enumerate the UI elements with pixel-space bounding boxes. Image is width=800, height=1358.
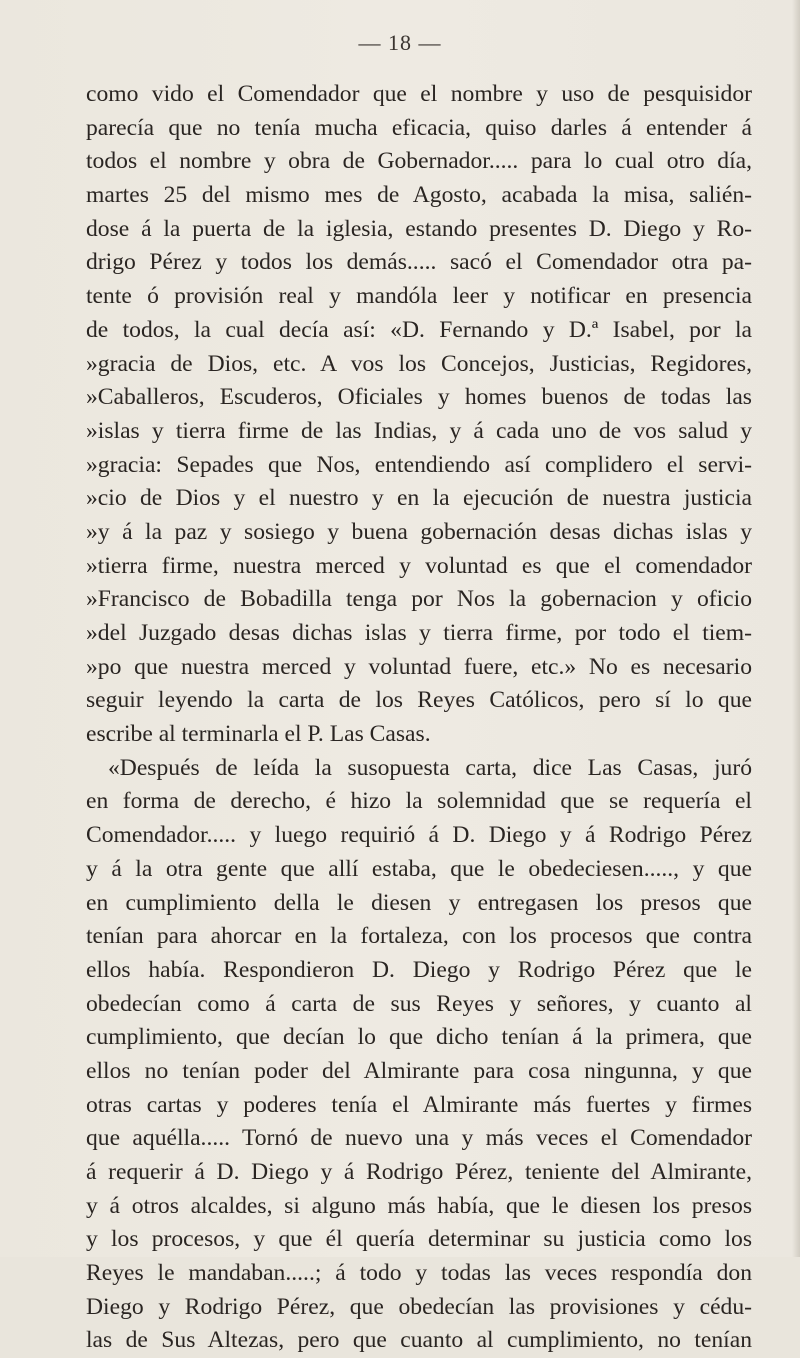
paragraph-start-line: «Después de leída la susopuesta carta, dice Las Casas, juró — [108, 754, 752, 781]
text-line: seguir leyendo la carta de los Reyes Católicos, pero sí lo que — [86, 687, 752, 714]
text-line: á requerir á D. Diego y á Rodrigo Pérez, teniente del Almirante, — [86, 1159, 752, 1185]
text-line: y á la otra gente que allí estaba, que le obedeciesen....., y que — [86, 855, 752, 882]
text-line: parecía que no tenía mucha eficacia, quiso darles á entender á — [86, 114, 752, 141]
page-number: — 18 — — [358, 30, 442, 55]
text-line: Reyes le mandaban.....; á todo y todas las veces respondía don — [86, 1260, 752, 1287]
text-line: y á otros alcaldes, si alguno más había, que le diesen los presos — [86, 1192, 752, 1219]
text-line: »y á la paz y sosiego y buena gobernación desas dichas islas y — [86, 518, 752, 545]
text-line: »gracia de Dios, etc. A vos los Concejos, Justicias, Regidores, — [86, 350, 752, 377]
text-line: »po que nuestra merced y voluntad fuere, etc.» No es necesario — [86, 653, 752, 680]
text-line: Comendador..... y luego requirió á D. Diego y á Rodrigo Pérez — [86, 822, 752, 849]
text-line: cumplimiento, que decían lo que dicho tenían á la primera, que — [86, 1024, 752, 1051]
text-line: que aquélla..... Tornó de nuevo una y más veces el Comendador — [86, 1125, 752, 1152]
text-line: ellos había. Respondieron D. Diego y Rodrigo Pérez que le — [86, 956, 752, 983]
text-line: »tierra firme, nuestra merced y voluntad es que el comendador — [86, 552, 752, 579]
text-line: como vido el Comendador que el nombre y uso de pesquisidor — [86, 81, 752, 107]
text-line: en forma de derecho, é hizo la solemnidad que se requería el — [86, 788, 752, 815]
text-line: otras cartas y poderes tenía el Almirante más fuertes y firmes — [86, 1091, 752, 1118]
body-text — [86, 78, 752, 1358]
text-line: tenían para ahorcar en la fortaleza, con los procesos que contra — [86, 923, 752, 950]
text-line: »del Juzgado desas dichas islas y tierra firme, por todo el tiem- — [86, 620, 752, 646]
text-line: obedecían como á carta de sus Reyes y señores, y cuanto al — [86, 990, 752, 1017]
text-line: todos el nombre y obra de Gobernador..... para lo cual otro día, — [86, 148, 752, 175]
text-line: »gracia: Sepades que Nos, entendiendo así complidero el servi- — [86, 451, 752, 478]
text-line: en cumplimiento della le diesen y entregasen los presos que — [86, 889, 752, 916]
text-line: »islas y tierra firme de las Indias, y á cada uno de vos salud y — [86, 417, 752, 444]
text-line: tente ó provisión real y mandóla leer y notificar en presencia — [86, 283, 752, 310]
text-line: las de Sus Altezas, pero que cuanto al cumplimiento, no tenían — [86, 1327, 752, 1354]
paragraph-end-line: escribe al terminarla el P. Las Casas. — [86, 721, 431, 748]
text-line: ellos no tenían poder del Almirante para cosa ningunna, y que — [86, 1057, 752, 1084]
text-line: »Francisco de Bobadilla tenga por Nos la gobernacion y oficio — [86, 586, 752, 613]
text-line: Diego y Rodrigo Pérez, que obedecían las provisiones y cédu- — [86, 1293, 752, 1320]
text-line: »cio de Dios y el nuestro y en la ejecución de nuestra justicia — [86, 485, 752, 512]
text-line: dose á la puerta de la iglesia, estando presentes D. Diego y Ro- — [86, 215, 752, 242]
page-edge-shadow — [792, 0, 800, 1257]
text-line: y los procesos, y que él quería determinar su justicia como los — [86, 1226, 752, 1253]
text-line: »Caballeros, Escuderos, Oficiales y homes buenos de todas las — [86, 384, 752, 411]
text-line: drigo Pérez y todos los demás..... sacó el Comendador otra pa- — [86, 249, 752, 276]
text-line: martes 25 del mismo mes de Agosto, acabada la misa, salién- — [86, 182, 752, 209]
text-line: de todos, la cual decía así: «D. Fernando y D.ª Isabel, por la — [86, 316, 752, 343]
